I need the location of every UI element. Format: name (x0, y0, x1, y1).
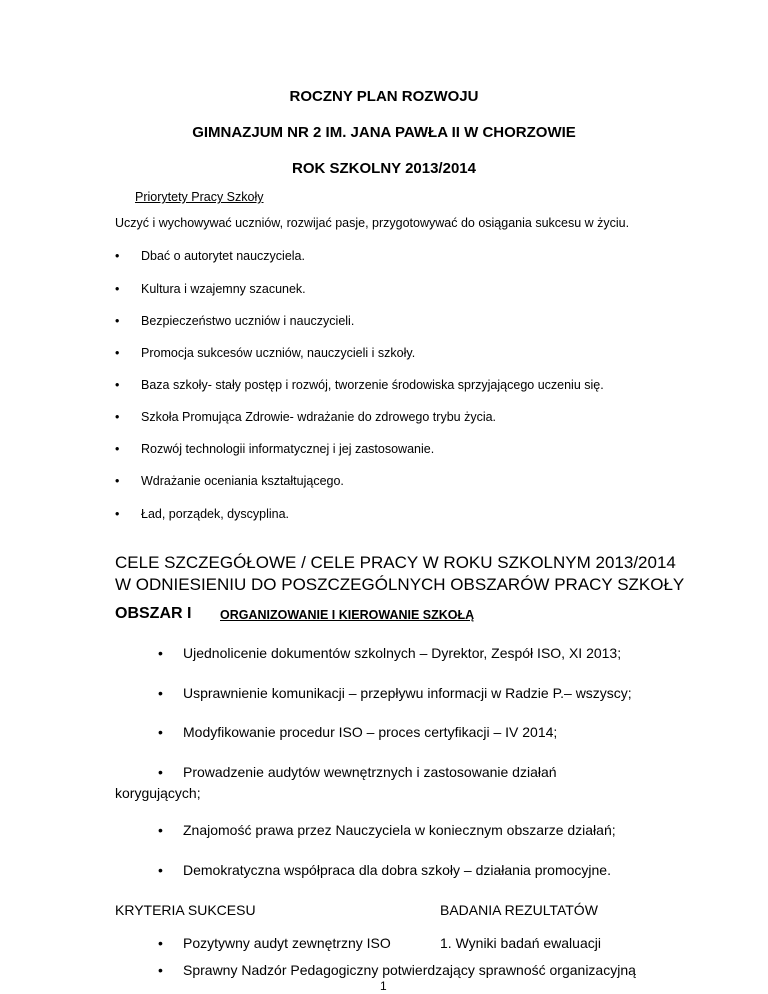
list-item (115, 507, 289, 521)
bullet-icon: • (158, 645, 163, 661)
page-number: 1 (380, 979, 387, 993)
doc-title: ROCZNY PLAN ROZWOJU (289, 88, 479, 105)
list-item (158, 645, 621, 661)
priority-text: Dbać o autorytet nauczyciela. (141, 249, 305, 263)
school-name: GIMNAZJUM NR 2 IM. JANA PAWŁA II W CHORZOWIE (192, 124, 576, 141)
list-item (115, 249, 305, 263)
bullet-icon: • (115, 282, 120, 296)
bullet-icon: • (115, 249, 120, 263)
criteria-item-text: Sprawny Nadzór Pedagogiczny potwierdzający sprawność organizacyjną (183, 962, 636, 978)
priority-text: Promocja sukcesów uczniów, nauczycieli i szkoły. (141, 346, 416, 360)
result-item: 1. Wyniki badań ewaluacji (440, 935, 601, 951)
area-label: OBSZAR I (115, 605, 192, 622)
priority-text: Ład, porządek, dyscyplina. (141, 507, 290, 521)
priorities-heading (135, 190, 264, 204)
priorities-intro: Uczyć i wychowywać uczniów, rozwijać pasje, przygotowywać do osiągania sukcesu w życiu. (115, 216, 630, 230)
bullet-icon: • (115, 378, 120, 392)
list-item (158, 862, 611, 878)
area-item-continuation: korygujących; (115, 785, 201, 801)
results-heading: BADANIA REZULTATÓW (440, 902, 598, 918)
list-item (115, 314, 354, 328)
area-item-text: Usprawnienie komunikacji – przepływu informacji w Radzie P.– wszyscy; (183, 685, 632, 701)
school-year: ROK SZKOLNY 2013/2014 (292, 160, 476, 177)
bullet-icon: • (158, 935, 163, 951)
priorities-heading-text: Priorytety Pracy Szkoły (135, 190, 264, 204)
criteria-item-text: Pozytywny audyt zewnętrzny ISO (183, 935, 391, 951)
goals-heading-2: W ODNIESIENIU DO POSZCZEGÓLNYCH OBSZARÓW PRACY SZKOŁY (115, 575, 685, 594)
list-item (115, 282, 306, 296)
list-item (115, 474, 344, 488)
bullet-icon: • (158, 822, 163, 838)
area-item-text: Modyfikowanie procedur ISO – proces certyfikacji – IV 2014; (183, 724, 558, 740)
bullet-icon: • (115, 346, 120, 360)
area-item-text: Ujednolicenie dokumentów szkolnych – Dyrektor, Zespół ISO, XI 2013; (183, 645, 622, 661)
area-item-text: Prowadzenie audytów wewnętrznych i zastosowanie działań (183, 764, 557, 780)
area-item-text: Demokratyczna współpraca dla dobra szkoły – działania promocyjne. (183, 862, 611, 878)
bullet-icon: • (115, 507, 120, 521)
area-item-text: Znajomość prawa przez Nauczyciela w koniecznym obszarze działań; (183, 822, 616, 838)
bullet-icon: • (115, 314, 120, 328)
priority-text: Rozwój technologii informatycznej i jej zastosowanie. (141, 442, 435, 456)
area-title: ORGANIZOWANIE I KIEROWANIE SZKOŁĄ (220, 608, 475, 622)
list-item (115, 346, 415, 360)
list-item (158, 962, 636, 978)
bullet-icon: • (115, 474, 120, 488)
list-item (158, 822, 616, 838)
bullet-icon: • (115, 410, 120, 424)
bullet-icon: • (158, 685, 163, 701)
list-item (115, 442, 434, 456)
priority-text: Bezpieczeństwo uczniów i nauczycieli. (141, 314, 355, 328)
list-item (115, 378, 604, 392)
bullet-icon: • (158, 764, 163, 780)
bullet-icon: • (158, 724, 163, 740)
priority-text: Baza szkoły- stały postęp i rozwój, tworzenie środowiska sprzyjającego uczeniu się. (141, 378, 604, 392)
bullet-icon: • (115, 442, 120, 456)
criteria-heading: KRYTERIA SUKCESU (115, 902, 256, 918)
list-item (158, 685, 632, 701)
list-item (115, 410, 496, 424)
list-item (158, 935, 391, 951)
bullet-icon: • (158, 862, 163, 878)
list-item (158, 724, 557, 740)
priority-text: Kultura i wzajemny szacunek. (141, 282, 306, 296)
priority-text: Wdrażanie oceniania kształtującego. (141, 474, 344, 488)
goals-heading-1: CELE SZCZEGÓŁOWE / CELE PRACY W ROKU SZKOLNYM 2013/2014 (115, 553, 676, 572)
list-item (158, 764, 557, 780)
bullet-icon: • (158, 962, 163, 978)
priority-text: Szkoła Promująca Zdrowie- wdrażanie do zdrowego trybu życia. (141, 410, 497, 424)
